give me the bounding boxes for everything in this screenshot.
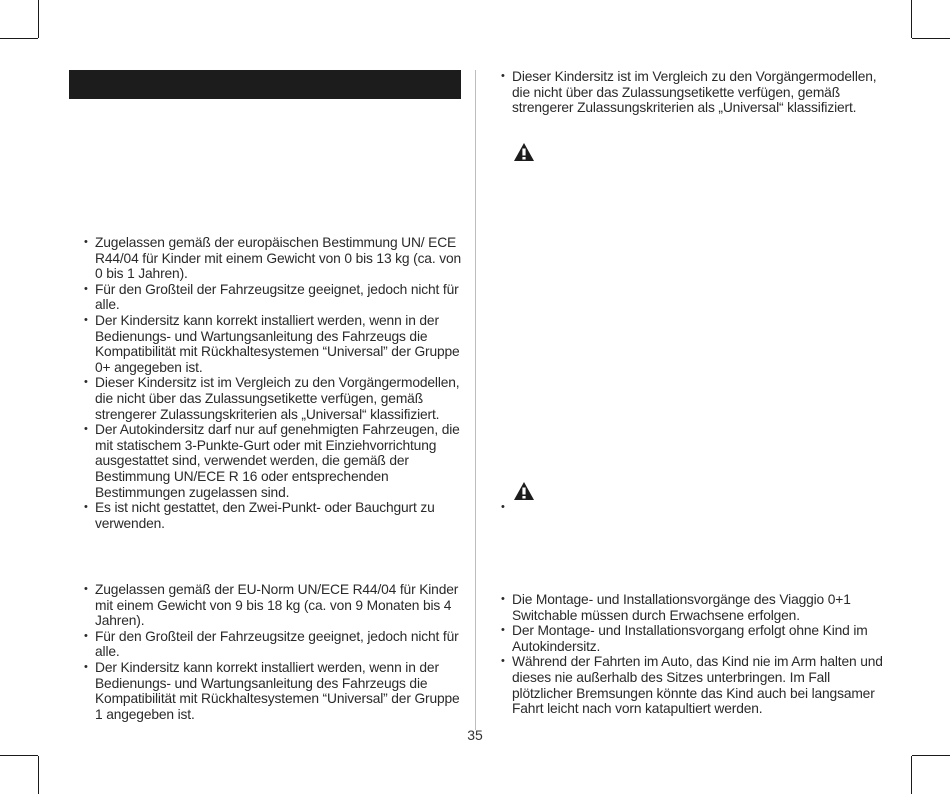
- column-divider: [475, 70, 476, 730]
- right-bottom-list: [501, 592, 886, 717]
- crop-mark: [0, 38, 38, 39]
- group1-spec-list: [84, 582, 464, 722]
- list-item: [84, 235, 464, 282]
- list-item: [501, 69, 886, 116]
- warning-triangle-icon: [513, 142, 535, 162]
- list-item-text: Die Montage- und Installationsvorgänge des Viaggio 0+1 Switchable müssen durch Erwachsene erfolgen.: [512, 592, 851, 623]
- list-item-text: Während der Fahrten im Auto, das Kind nie im Arm halten und dieses nie außerhalb des Sitzes unterbringen. Im Fall plötzlicher Bremsungen könnte das Kind auch bei langsamer Fahrt leicht nach vorn katapultiert werden.: [512, 654, 883, 717]
- list-item-text: Zugelassen gemäß der EU-Norm UN/ECE R44/04 für Kinder mit einem Gewicht von 9 bis 18 kg (ca. von 9 Monaten bis 4 Jahren).: [95, 582, 459, 629]
- list-item: [84, 313, 464, 375]
- list-item-text: Der Kindersitz kann korrekt installiert werden, wenn in der Bedienungs- und Wartungsanleitung des Fahrzeugs die Kompatibilität mit Rückhaltesystemen “Universal” der Gruppe 1 angegeben ist.: [95, 659, 460, 722]
- list-item-text: Dieser Kindersitz ist im Vergleich zu den Vorgängermodellen, die nicht über das Zulassungsetikette verfügen, gemäß strengerer Zulassungskriterien als „Universal“ klassifiziert.: [512, 69, 877, 116]
- empty-bullet: •: [501, 501, 505, 513]
- list-item: [84, 500, 464, 531]
- group0-spec-list: [84, 235, 464, 531]
- crop-mark: [38, 756, 39, 794]
- crop-mark: [0, 755, 38, 756]
- list-item-text: Der Kindersitz kann korrekt installiert werden, wenn in der Bedienungs- und Wartungsanleitung des Fahrzeugs die Kompatibilität mit Rückhaltesystemen “Universal” der Gruppe 0+ angegeben ist.: [95, 312, 460, 375]
- list-item: [84, 422, 464, 500]
- list-item-text: Für den Großteil der Fahrzeugsitze geeignet, jedoch nicht für alle.: [95, 628, 459, 660]
- list-item-text: Dieser Kindersitz ist im Vergleich zu den Vorgängermodellen, die nicht über das Zulassungsetikette verfügen, gemäß strengerer Zulassungskriterien als „Universal“ klassifiziert.: [95, 375, 460, 422]
- crop-mark: [912, 38, 950, 39]
- crop-mark: [912, 755, 950, 756]
- crop-mark: [911, 0, 912, 38]
- list-item-text: Es ist nicht gestattet, den Zwei-Punkt- oder Bauchgurt zu verwenden.: [95, 500, 435, 531]
- list-item: [501, 623, 886, 654]
- list-item: [84, 282, 464, 313]
- page-number: 35: [467, 727, 483, 743]
- list-item: [501, 592, 886, 623]
- list-item-text: Zugelassen gemäß der europäischen Bestimmung UN/ ECE R44/04 für Kinder mit einem Gewicht von 0 bis 13 kg (ca. von 0 bis 1 Jahren).: [95, 235, 461, 282]
- list-item: [84, 375, 464, 422]
- list-item-text: Der Autokindersitz darf nur auf genehmigten Fahrzeugen, die mit statischem 3-Punkte-Gurt oder mit Einziehvorrichtung ausgestattet sind, verwendet werden, die gemäß der Bestimmung UN/ECE R 16 oder entsprechenden Bestimmungen zugelassen sind.: [95, 422, 460, 500]
- crop-mark: [38, 0, 39, 38]
- list-item: [84, 582, 464, 629]
- crop-mark: [911, 756, 912, 794]
- right-top-list: [501, 69, 886, 116]
- list-item: [84, 660, 464, 722]
- list-item-text: Für den Großteil der Fahrzeugsitze geeignet, jedoch nicht für alle.: [95, 281, 459, 313]
- list-item: [501, 654, 886, 716]
- warning-triangle-icon: [513, 481, 535, 501]
- list-item: [84, 629, 464, 660]
- section-header-bar: [69, 70, 461, 99]
- list-item-text: Der Montage- und Installationsvorgang erfolgt ohne Kind im Autokindersitz.: [512, 623, 868, 654]
